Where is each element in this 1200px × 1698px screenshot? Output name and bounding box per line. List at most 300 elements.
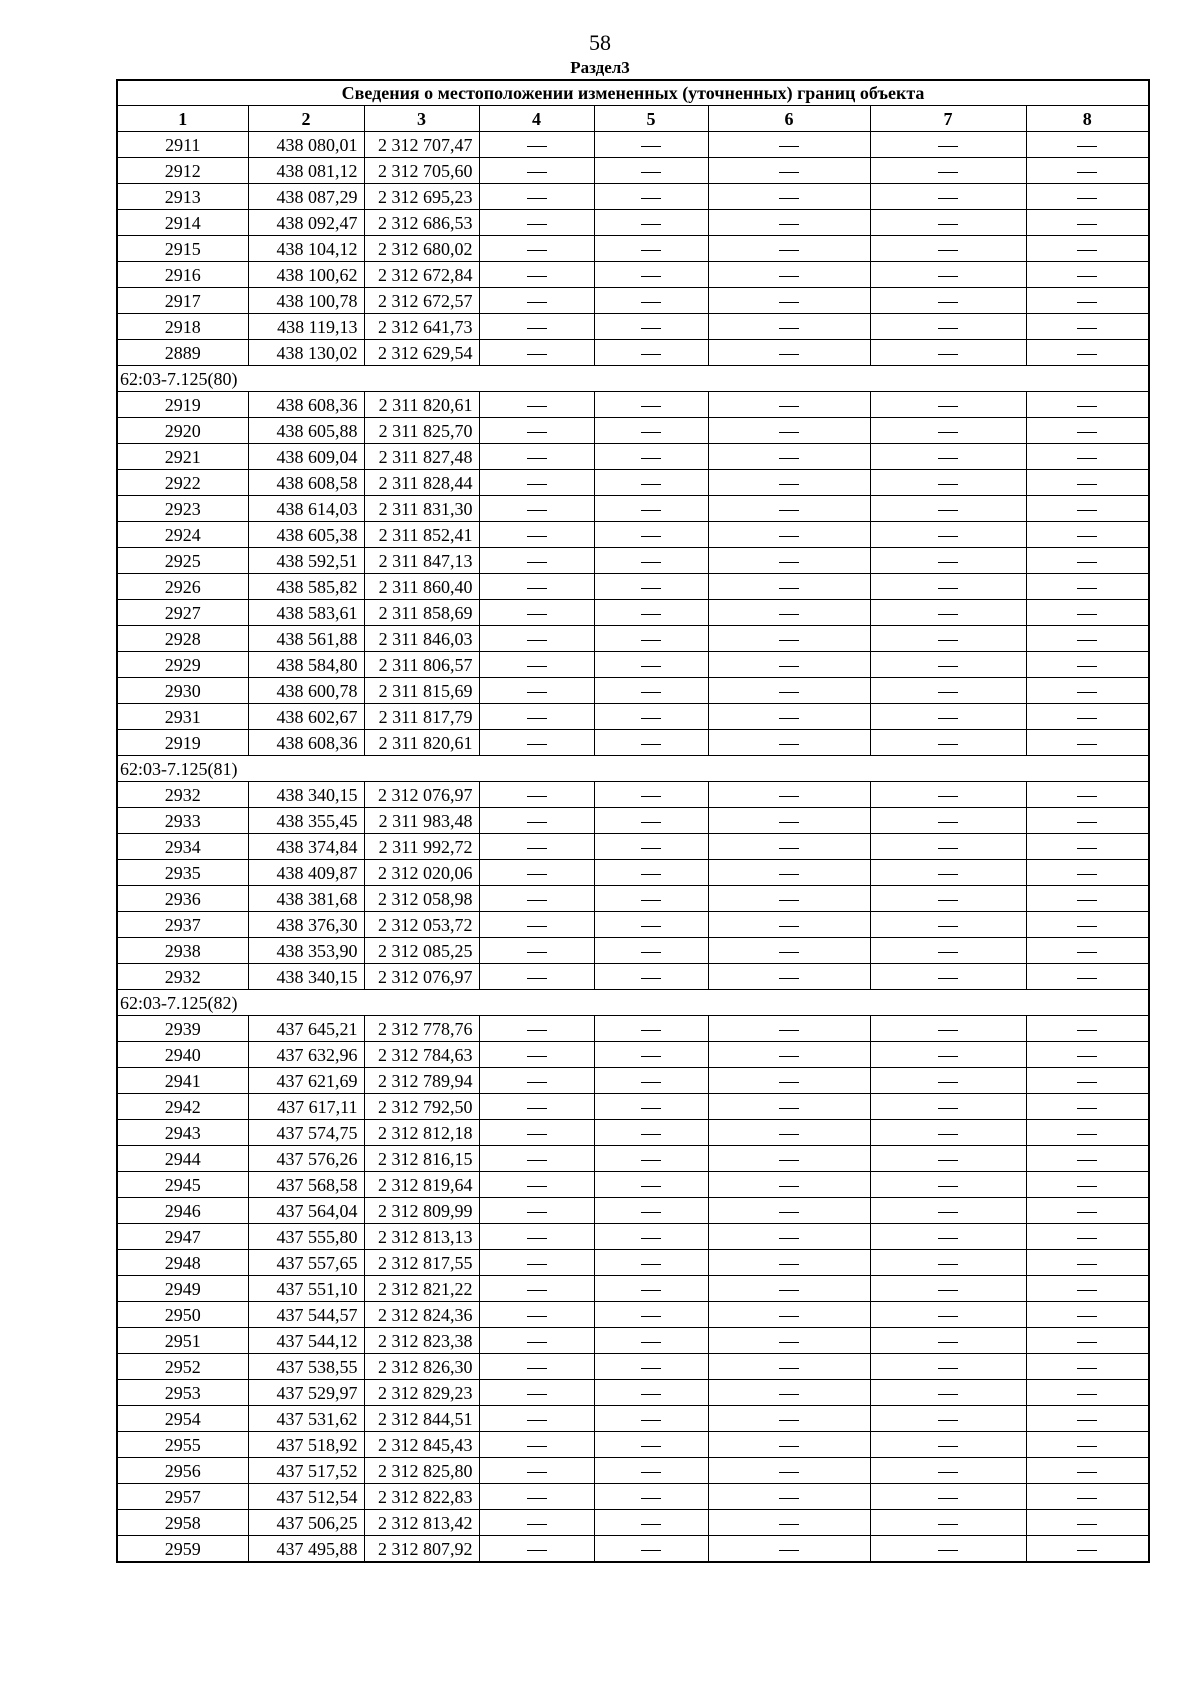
y-coordinate-cell: 2 311 847,13 [364,548,479,574]
empty-value-cell [1026,444,1149,470]
table-row [117,782,1149,808]
dash-mark [1077,1030,1097,1031]
empty-value-cell [708,1276,870,1302]
empty-value-cell [1026,470,1149,496]
table-row [117,574,1149,600]
empty-value-cell [870,1250,1026,1276]
group-label: 62:03-7.125(82) [117,990,1149,1016]
dash-mark [641,172,661,173]
y-coordinate-cell: 2 312 680,02 [364,236,479,262]
dash-mark [938,744,958,745]
empty-value-cell [594,886,708,912]
empty-value-cell [870,1380,1026,1406]
empty-value-cell [1026,158,1149,184]
point-number-cell: 2932 [117,964,248,990]
y-coordinate-cell: 2 311 806,57 [364,652,479,678]
dash-mark [641,276,661,277]
dash-mark [1077,718,1097,719]
dash-mark [779,926,799,927]
empty-value-cell [1026,1172,1149,1198]
point-number-cell: 2925 [117,548,248,574]
empty-value-cell [479,912,594,938]
empty-value-cell [479,626,594,652]
table-row [117,1250,1149,1276]
table-row [117,522,1149,548]
dash-mark [938,354,958,355]
table-row [117,158,1149,184]
empty-value-cell [594,600,708,626]
empty-value-cell [479,262,594,288]
x-coordinate-cell: 438 104,12 [248,236,364,262]
point-number-cell: 2940 [117,1042,248,1068]
group-label: 62:03-7.125(80) [117,366,1149,392]
empty-value-cell [479,392,594,418]
empty-value-cell [479,808,594,834]
empty-value-cell [594,1328,708,1354]
empty-value-cell [708,1172,870,1198]
empty-value-cell [594,548,708,574]
dash-mark [779,302,799,303]
dash-mark [938,1420,958,1421]
y-coordinate-cell: 2 312 076,97 [364,964,479,990]
dash-mark [641,250,661,251]
dash-mark [938,1212,958,1213]
empty-value-cell [594,808,708,834]
point-number-cell: 2933 [117,808,248,834]
dash-mark [527,796,547,797]
dash-mark [641,1342,661,1343]
empty-value-cell [479,1510,594,1536]
empty-value-cell [870,1172,1026,1198]
dash-mark [527,354,547,355]
column-header: 8 [1026,106,1149,132]
group-row [117,756,1149,782]
dash-mark [641,1160,661,1161]
point-number-cell: 2915 [117,236,248,262]
dash-mark [641,328,661,329]
group-row [117,366,1149,392]
point-number-cell: 2928 [117,626,248,652]
dash-mark [779,614,799,615]
dash-mark [641,1472,661,1473]
empty-value-cell [708,340,870,366]
column-header: 5 [594,106,708,132]
dash-mark [1077,588,1097,589]
empty-value-cell [479,522,594,548]
dash-mark [779,1394,799,1395]
empty-value-cell [1026,1536,1149,1563]
point-number-cell: 2914 [117,210,248,236]
table-row [117,730,1149,756]
x-coordinate-cell: 437 632,96 [248,1042,364,1068]
dash-mark [641,510,661,511]
empty-value-cell [594,392,708,418]
empty-value-cell [479,1432,594,1458]
empty-value-cell [708,1302,870,1328]
dash-mark [1077,1264,1097,1265]
dash-mark [1077,614,1097,615]
dash-mark [779,536,799,537]
dash-mark [938,458,958,459]
dash-mark [779,666,799,667]
table-row [117,808,1149,834]
empty-value-cell [479,1094,594,1120]
empty-value-cell [1026,1198,1149,1224]
empty-value-cell [1026,210,1149,236]
empty-value-cell [479,1172,594,1198]
dash-mark [1077,198,1097,199]
empty-value-cell [708,886,870,912]
dash-mark [1077,1238,1097,1239]
x-coordinate-cell: 437 531,62 [248,1406,364,1432]
point-number-cell: 2916 [117,262,248,288]
dash-mark [938,536,958,537]
table-title: Сведения о местоположении измененных (уточненных) границ объекта [117,80,1149,106]
empty-value-cell [870,210,1026,236]
table-row [117,210,1149,236]
empty-value-cell [479,1120,594,1146]
y-coordinate-cell: 2 312 076,97 [364,782,479,808]
empty-value-cell [594,1042,708,1068]
empty-value-cell [708,158,870,184]
dash-mark [938,926,958,927]
x-coordinate-cell: 437 551,10 [248,1276,364,1302]
table-row [117,1146,1149,1172]
empty-value-cell [870,470,1026,496]
dash-mark [938,484,958,485]
dash-mark [641,926,661,927]
empty-value-cell [708,652,870,678]
dash-mark [938,874,958,875]
empty-value-cell [594,470,708,496]
empty-value-cell [479,782,594,808]
point-number-cell: 2958 [117,1510,248,1536]
x-coordinate-cell: 437 495,88 [248,1536,364,1563]
empty-value-cell [1026,730,1149,756]
dash-mark [938,172,958,173]
empty-value-cell [870,1068,1026,1094]
x-coordinate-cell: 438 092,47 [248,210,364,236]
empty-value-cell [479,1458,594,1484]
empty-value-cell [1026,1042,1149,1068]
dash-mark [641,822,661,823]
empty-value-cell [870,1302,1026,1328]
dash-mark [779,1498,799,1499]
empty-value-cell [708,132,870,158]
empty-value-cell [594,1198,708,1224]
dash-mark [938,224,958,225]
y-coordinate-cell: 2 312 695,23 [364,184,479,210]
empty-value-cell [708,1198,870,1224]
empty-value-cell [479,418,594,444]
dash-mark [641,1030,661,1031]
empty-value-cell [479,860,594,886]
dash-mark [641,744,661,745]
empty-value-cell [479,1250,594,1276]
empty-value-cell [594,1536,708,1563]
dash-mark [938,250,958,251]
table-row [117,834,1149,860]
table-row [117,392,1149,418]
empty-value-cell [870,964,1026,990]
point-number-cell: 2938 [117,938,248,964]
empty-value-cell [479,1536,594,1563]
dash-mark [1077,146,1097,147]
column-header-row [117,106,1149,132]
dash-mark [527,1316,547,1317]
dash-mark [1077,1472,1097,1473]
point-number-cell: 2950 [117,1302,248,1328]
empty-value-cell [1026,340,1149,366]
y-coordinate-cell: 2 312 053,72 [364,912,479,938]
dash-mark [779,458,799,459]
x-coordinate-cell: 437 544,12 [248,1328,364,1354]
empty-value-cell [594,834,708,860]
y-coordinate-cell: 2 312 672,57 [364,288,479,314]
empty-value-cell [870,262,1026,288]
dash-mark [527,1368,547,1369]
empty-value-cell [594,496,708,522]
dash-mark [779,1524,799,1525]
empty-value-cell [708,1250,870,1276]
empty-value-cell [1026,834,1149,860]
x-coordinate-cell: 438 605,88 [248,418,364,444]
empty-value-cell [708,210,870,236]
point-number-cell: 2937 [117,912,248,938]
table-row [117,288,1149,314]
dash-mark [1077,328,1097,329]
empty-value-cell [870,496,1026,522]
dash-mark [1077,926,1097,927]
dash-mark [938,1108,958,1109]
dash-mark [938,666,958,667]
empty-value-cell [1026,1016,1149,1042]
dash-mark [779,146,799,147]
empty-value-cell [1026,964,1149,990]
empty-value-cell [594,1406,708,1432]
empty-value-cell [479,704,594,730]
dash-mark [641,900,661,901]
empty-value-cell [594,1380,708,1406]
empty-value-cell [479,938,594,964]
dash-mark [527,224,547,225]
dash-mark [779,1368,799,1369]
dash-mark [527,328,547,329]
dash-mark [938,406,958,407]
dash-mark [1077,796,1097,797]
y-coordinate-cell: 2 312 778,76 [364,1016,479,1042]
empty-value-cell [708,782,870,808]
dash-mark [527,718,547,719]
dash-mark [1077,1316,1097,1317]
x-coordinate-cell: 438 087,29 [248,184,364,210]
empty-value-cell [870,158,1026,184]
empty-value-cell [1026,262,1149,288]
x-coordinate-cell: 437 568,58 [248,1172,364,1198]
empty-value-cell [1026,600,1149,626]
empty-value-cell [1026,1484,1149,1510]
dash-mark [1077,874,1097,875]
empty-value-cell [594,1250,708,1276]
empty-value-cell [1026,1406,1149,1432]
x-coordinate-cell: 438 376,30 [248,912,364,938]
table-row [117,418,1149,444]
point-number-cell: 2948 [117,1250,248,1276]
empty-value-cell [870,1510,1026,1536]
x-coordinate-cell: 438 608,36 [248,392,364,418]
dash-mark [641,536,661,537]
dash-mark [1077,666,1097,667]
dash-mark [641,484,661,485]
dash-mark [1077,1134,1097,1135]
dash-mark [641,1134,661,1135]
empty-value-cell [479,1302,594,1328]
dash-mark [1077,1524,1097,1525]
empty-value-cell [708,1406,870,1432]
dash-mark [779,1550,799,1551]
dash-mark [641,848,661,849]
dash-mark [641,1368,661,1369]
y-coordinate-cell: 2 312 809,99 [364,1198,479,1224]
dash-mark [938,1316,958,1317]
empty-value-cell [594,236,708,262]
dash-mark [641,562,661,563]
point-number-cell: 2952 [117,1354,248,1380]
empty-value-cell [708,444,870,470]
point-number-cell: 2942 [117,1094,248,1120]
table-row [117,1432,1149,1458]
empty-value-cell [708,1510,870,1536]
empty-value-cell [1026,1250,1149,1276]
point-number-cell: 2959 [117,1536,248,1563]
dash-mark [527,458,547,459]
dash-mark [779,952,799,953]
dash-mark [527,562,547,563]
x-coordinate-cell: 438 381,68 [248,886,364,912]
dash-mark [779,1290,799,1291]
dash-mark [779,588,799,589]
dash-mark [1077,1108,1097,1109]
empty-value-cell [870,132,1026,158]
y-coordinate-cell: 2 312 807,92 [364,1536,479,1563]
dash-mark [641,1446,661,1447]
dash-mark [527,744,547,745]
table-row [117,704,1149,730]
empty-value-cell [708,730,870,756]
dash-mark [779,1316,799,1317]
empty-value-cell [1026,808,1149,834]
dash-mark [641,1264,661,1265]
point-number-cell: 2922 [117,470,248,496]
dash-mark [938,900,958,901]
dash-mark [527,822,547,823]
x-coordinate-cell: 438 100,62 [248,262,364,288]
empty-value-cell [479,496,594,522]
dash-mark [1077,848,1097,849]
empty-value-cell [1026,626,1149,652]
empty-value-cell [594,132,708,158]
dash-mark [779,1420,799,1421]
x-coordinate-cell: 438 130,02 [248,340,364,366]
empty-value-cell [708,1224,870,1250]
dash-mark [527,1472,547,1473]
dash-mark [527,1264,547,1265]
empty-value-cell [1026,392,1149,418]
empty-value-cell [1026,678,1149,704]
dash-mark [641,432,661,433]
x-coordinate-cell: 437 645,21 [248,1016,364,1042]
point-number-cell: 2919 [117,730,248,756]
empty-value-cell [708,1094,870,1120]
table-row [117,1484,1149,1510]
dash-mark [1077,1420,1097,1421]
y-coordinate-cell: 2 312 813,13 [364,1224,479,1250]
x-coordinate-cell: 438 583,61 [248,600,364,626]
x-coordinate-cell: 437 544,57 [248,1302,364,1328]
dash-mark [938,562,958,563]
dash-mark [1077,224,1097,225]
empty-value-cell [479,340,594,366]
column-header: 1 [117,106,248,132]
y-coordinate-cell: 2 312 813,42 [364,1510,479,1536]
dash-mark [641,458,661,459]
table-row [117,132,1149,158]
empty-value-cell [594,964,708,990]
dash-mark [527,900,547,901]
dash-mark [779,276,799,277]
x-coordinate-cell: 438 100,78 [248,288,364,314]
empty-value-cell [479,132,594,158]
dash-mark [527,692,547,693]
empty-value-cell [1026,1302,1149,1328]
y-coordinate-cell: 2 311 817,79 [364,704,479,730]
dash-mark [938,1446,958,1447]
dash-mark [641,1550,661,1551]
dash-mark [527,1290,547,1291]
empty-value-cell [594,1510,708,1536]
x-coordinate-cell: 438 355,45 [248,808,364,834]
dash-mark [938,1290,958,1291]
y-coordinate-cell: 2 311 846,03 [364,626,479,652]
empty-value-cell [594,522,708,548]
empty-value-cell [1026,236,1149,262]
empty-value-cell [870,730,1026,756]
dash-mark [938,588,958,589]
dash-mark [779,900,799,901]
empty-value-cell [1026,912,1149,938]
table-row [117,886,1149,912]
x-coordinate-cell: 438 374,84 [248,834,364,860]
empty-value-cell [708,1380,870,1406]
empty-value-cell [479,1042,594,1068]
dash-mark [641,406,661,407]
x-coordinate-cell: 438 609,04 [248,444,364,470]
dash-mark [779,224,799,225]
point-number-cell: 2951 [117,1328,248,1354]
dash-mark [527,146,547,147]
y-coordinate-cell: 2 312 823,38 [364,1328,479,1354]
point-number-cell: 2924 [117,522,248,548]
dash-mark [938,822,958,823]
dash-mark [527,406,547,407]
dash-mark [527,1212,547,1213]
empty-value-cell [594,678,708,704]
empty-value-cell [479,574,594,600]
y-coordinate-cell: 2 312 020,06 [364,860,479,886]
dash-mark [527,1056,547,1057]
dash-mark [527,1082,547,1083]
dash-mark [779,978,799,979]
